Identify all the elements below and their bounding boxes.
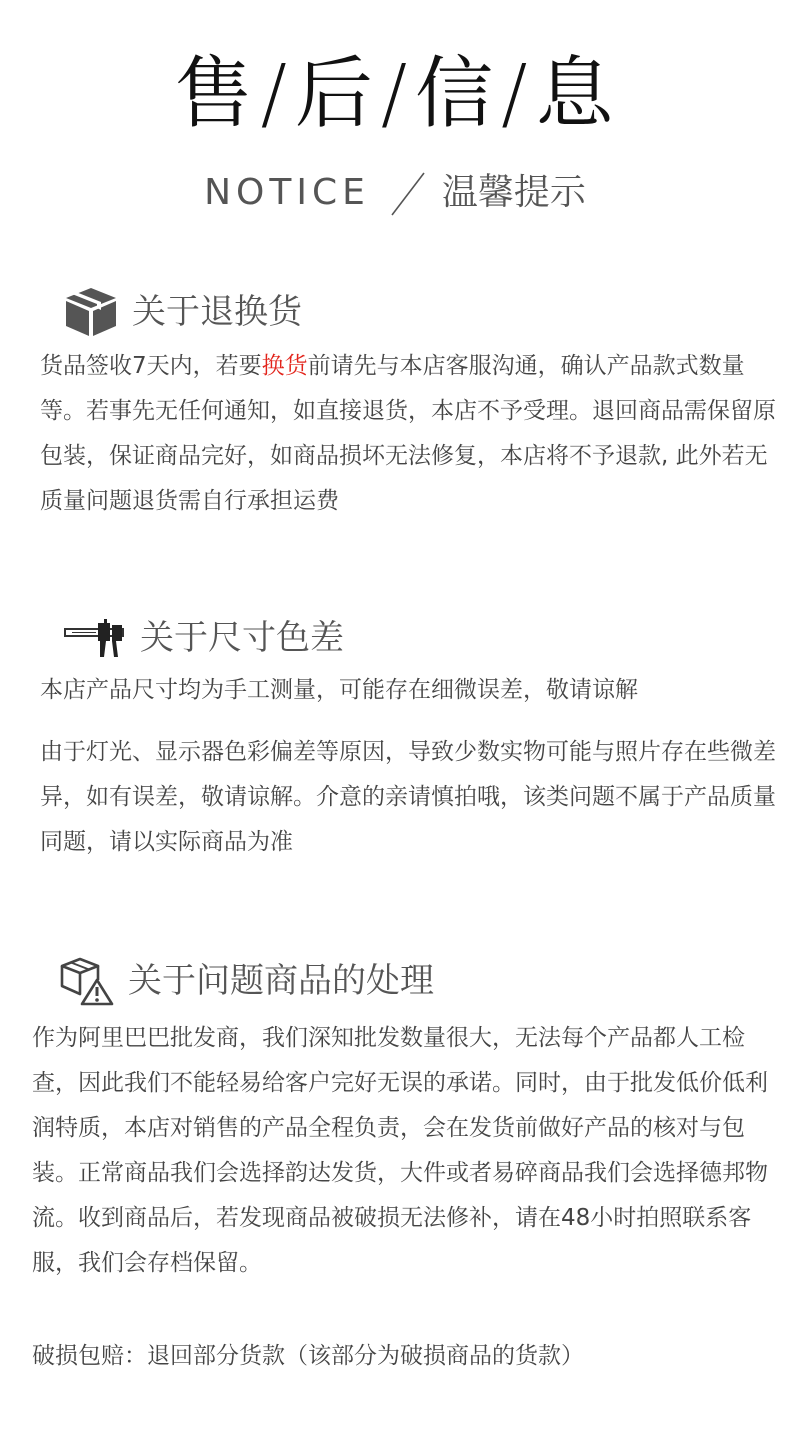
title-char: 售 (174, 49, 255, 139)
notice-cn: 温馨提示 (441, 172, 586, 213)
notice-en: NOTICE (204, 172, 370, 213)
section-heading-size (64, 616, 344, 660)
title-separator: / (380, 49, 410, 139)
paragraph: 由于灯光、显示器色彩偏差等原因，导致少数实物可能与照片存在些微差异，如有误差，敬请谅解。介意的亲请慎拍哦，该类问题不属于产品质量同题，请以实际商品为准 (40, 739, 776, 855)
title-separator: / (501, 49, 530, 139)
notice-subtitle (0, 170, 790, 217)
title-char: 后 (294, 49, 375, 139)
paragraph-text: 前请先与本店客服沟通，确认产品款式数量等。若事先无任何通知，如直接退货，本店不予受理。退回商品需保留原包装，保证商品完好，如商品损坏无法修复，本店将不予退款, 此外若无质量问题退货需自行承担运费 (40, 353, 776, 514)
slash-divider (388, 171, 428, 217)
paragraph-text: 货品签收7天内，若要 (40, 353, 262, 379)
paragraph: 作为阿里巴巴批发商，我们深知批发数量很大，无法每个产品都人工检查，因此我们不能轻易给客户完好无误的承诺。同时，由于批发低价低利润特质，本店对销售的产品全程负责，会在发货前做好产品的核对与包装。正常商品我们会选择韵达发货，大件或者易碎商品我们会选择德邦物流。收到商品后，若发现商品被破损无法修补，请在48小时拍照联系客服，我们会存档保留。 (32, 1025, 768, 1276)
section-heading-returns (64, 286, 302, 338)
section-title: 关于尺寸色差 (140, 618, 344, 658)
caliper-icon (64, 617, 126, 659)
box-icon (64, 286, 118, 338)
highlight-text: 换货 (261, 353, 308, 379)
damaged-box-warning-icon (58, 956, 114, 1006)
title-char: 信 (415, 49, 496, 139)
paragraph: 本店产品尺寸均为手工测量，可能存在细微误差，敬请谅解 (40, 677, 638, 703)
paragraph: 破损包赔：退回部分货款（该部分为破损商品的货款） (32, 1343, 584, 1369)
page-title (0, 48, 790, 140)
section-title: 关于问题商品的处理 (128, 961, 434, 1001)
title-separator: / (260, 49, 289, 139)
section-title: 关于退换货 (132, 292, 302, 332)
section-heading-problem-goods (58, 956, 434, 1006)
paragraph (40, 344, 780, 524)
title-char: 息 (535, 49, 616, 139)
